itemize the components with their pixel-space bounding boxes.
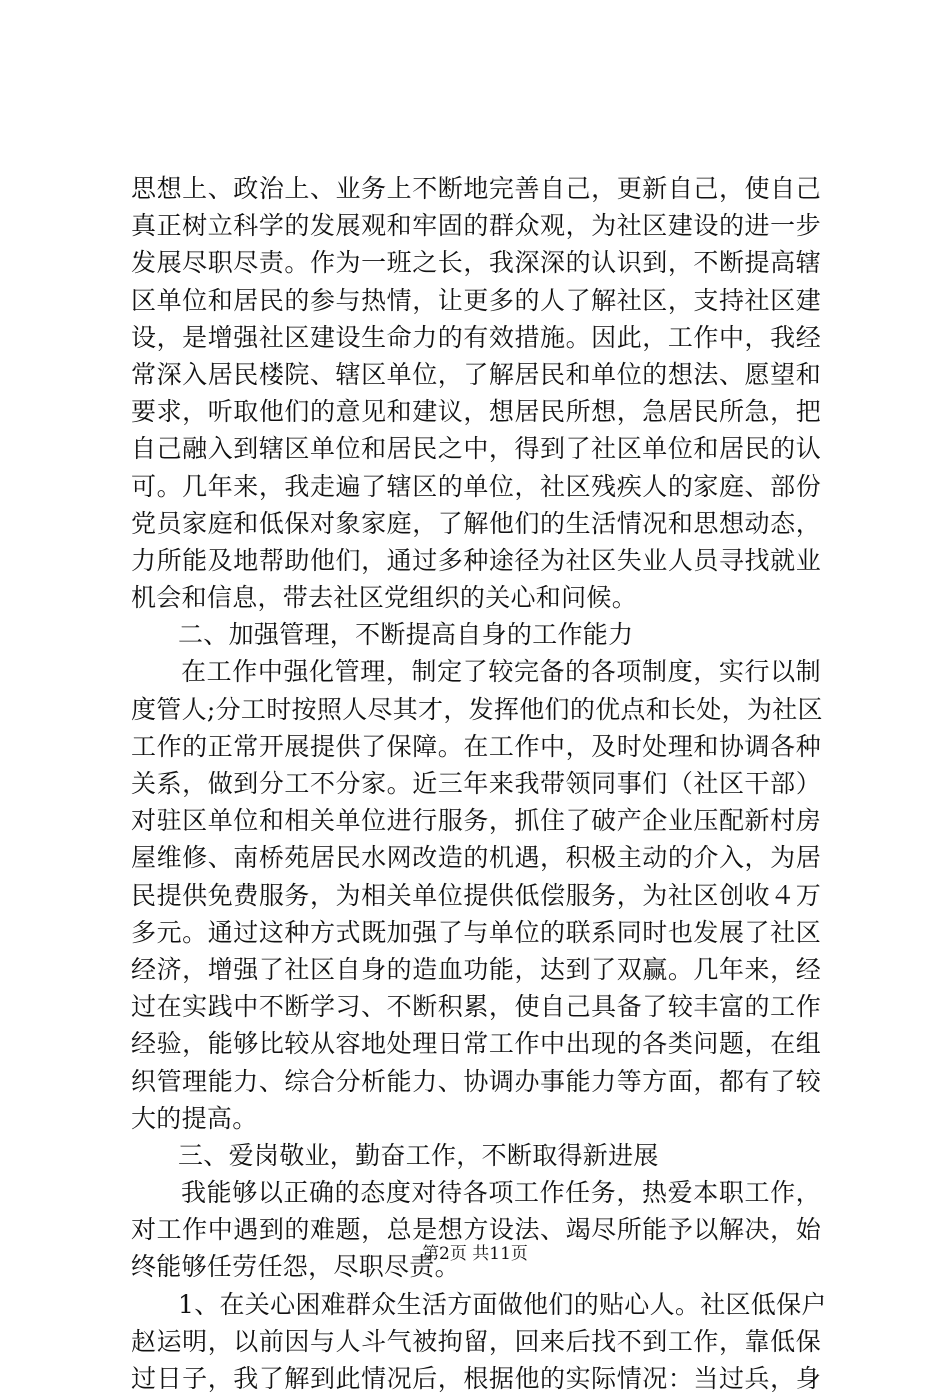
text-line: 对驻区单位和相关单位进行服务，抓住了破产企业压配新村房	[131, 806, 821, 836]
text-line: 经验，能够比较从容地处理日常工作中出现的各类问题，在组	[131, 1029, 821, 1059]
text-line: 织管理能力、综合分析能力、协调办事能力等方面，都有了较	[131, 1066, 821, 1096]
text-line: 过在实践中不断学习、不断积累，使自己具备了较丰富的工作	[131, 992, 821, 1022]
text-line: 设，是增强社区建设生命力的有效措施。因此，工作中，我经	[131, 322, 821, 352]
text-line: 要求，听取他们的意见和建议，想居民所想，急居民所急，把	[131, 397, 821, 427]
text-line: 真正树立科学的发展观和牢固的群众观，为社区建设的进一步	[131, 211, 821, 241]
text-line: 思想上、政治上、业务上不断地完善自己，更新自己，使自己	[131, 174, 821, 203]
text-line: 经济，增强了社区自身的造血功能，达到了双赢。几年来，经	[131, 954, 821, 984]
text-line: 关系，做到分工不分家。近三年来我带领同事们（社区干部）	[131, 769, 821, 798]
text-line: 屋维修、南桥苑居民水网改造的机遇，积极主动的介入，为居	[131, 843, 821, 873]
text-line: 可。几年来，我走遍了辖区的单位，社区残疾人的家庭、部份	[131, 471, 821, 501]
text-line: 终能够任劳任怨，尽职尽责。	[131, 1252, 460, 1282]
document-body	[131, 170, 827, 1397]
text-line: 民提供免费服务，为相关单位提供低偿服务，为社区创收４万	[131, 880, 821, 910]
text-line: 发展尽职尽责。作为一班之长，我深深的认识到，不断提高辖	[131, 248, 821, 278]
text-line: 党员家庭和低保对象家庭，了解他们的生活情况和思想动态，	[131, 508, 821, 538]
text-line: 多元。通过这种方式既加强了与单位的联系同时也发展了社区	[131, 917, 821, 947]
text-line: 赵运明，以前因与人斗气被拘留，回来后找不到工作，靠低保	[131, 1326, 821, 1356]
text-line: 对工作中遇到的难题，总是想方设法、竭尽所能予以解决，始	[131, 1215, 821, 1245]
text-line: 机会和信息，带去社区党组织的关心和问候。	[131, 583, 638, 613]
text-line: 工作的正常开展提供了保障。在工作中，及时处理和协调各种	[131, 731, 821, 761]
page-number-footer: 第2页 共11页	[422, 1244, 528, 1264]
text-line: 在工作中强化管理，制定了较完备的各项制度，实行以制	[181, 657, 821, 687]
text-line: 我能够以正确的态度对待各项工作任务，热爱本职工作，	[181, 1178, 821, 1208]
text-line: 力所能及地帮助他们，通过多种途径为社区失业人员寻找就业	[131, 545, 821, 575]
text-line: 区单位和居民的参与热情，让更多的人了解社区，支持社区建	[131, 285, 821, 315]
text-line: 大的提高。	[131, 1103, 258, 1133]
text-line: 过日子，我了解到此情况后，根据他的实际情况：当过兵，身	[131, 1364, 821, 1393]
section-heading: 三、爱岗敬业，勤奋工作，不断取得新进展	[178, 1140, 659, 1170]
section-heading: 二、加强管理，不断提高自身的工作能力	[178, 620, 634, 650]
text-line: 自己融入到辖区单位和居民之中，得到了社区单位和居民的认	[131, 434, 821, 464]
text-line: 常深入居民楼院、辖区单位，了解居民和单位的想法、愿望和	[131, 359, 821, 389]
text-line: 度管人;分工时按照人尽其才，发挥他们的优点和长处，为社区	[131, 694, 823, 724]
text-line: 1、在关心困难群众生活方面做他们的贴心人。社区低保户	[178, 1289, 827, 1319]
